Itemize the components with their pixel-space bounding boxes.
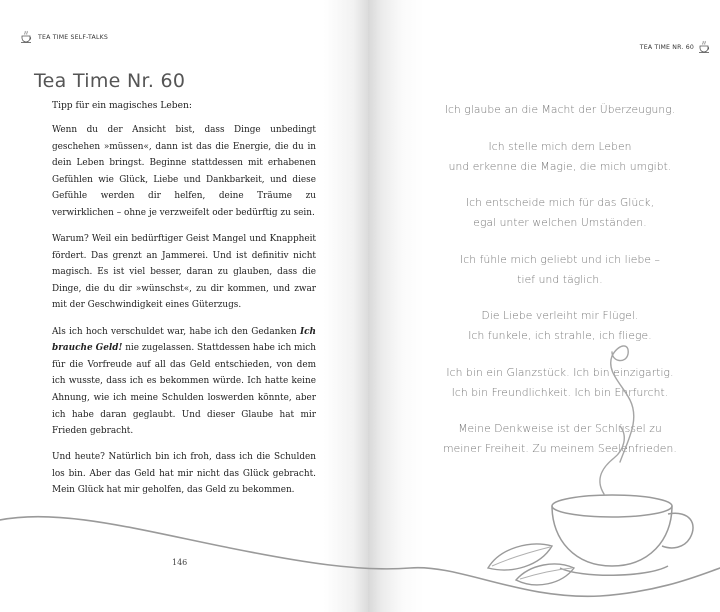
paragraph: Und heute? Natürlich bin ich froh, dass ich die Schulden los bin. Aber das Geld hat mir nicht das Glück gebracht. Mein Glück hat mir geholfen, das Geld zu bekommen. [52,452,316,496]
affirmation-line: Die Liebe verleiht mir Flügel. [481,309,639,322]
affirmation [420,193,700,233]
affirmation-line: Ich entscheide mich für das Glück, [465,196,655,209]
affirmation [420,306,700,346]
paragraph-text: Als ich hoch verschuldet war, habe ich den Gedanken [52,326,300,337]
affirmation-line: tief und täglich. [517,272,603,286]
affirmation-line: Ich bin ein Glanzstück. Ich bin einzigartig. [446,365,674,379]
affirmations-list [420,100,700,476]
affirmation-line: Ich bin Freundlichkeit. Ich bin Ehrfurcht. [451,385,669,399]
affirmation-line: egal unter welchen Umständen. [473,216,647,229]
affirmation-line: und erkenne die Magie, die mich umgibt. [448,159,672,173]
affirmation-line: Meine Denkweise ist der Schlüssel zu [458,422,662,435]
page-title: Tea Time Nr. 60 [34,70,186,92]
affirmation [420,419,700,459]
left-header-label: TEA TIME SELF-TALKS [38,33,108,41]
paragraph-text: nie zugelassen. Stattdessen habe ich mich für die Vorfreude auf all das Geld entschieden, von dem ich wusste, dass ich es bekommen würde. Ich hatte keine Ahnung, wie ich meine Schulden loswerden könnte, aber ich habe daran geglaubt. Und dieser Glaube hat mir Frieden gebracht. [52,343,316,437]
affirmation [420,250,700,290]
affirmation-line: Ich fühle mich geliebt und ich liebe – [460,252,660,266]
tip-heading: Tipp für ein magisches Leben: [52,101,192,111]
teacup-icon [698,40,712,54]
page-number: 146 [172,558,188,567]
affirmation-line: Ich stelle mich dem Leben [488,139,632,153]
affirmation-line: Ich funkele, ich strahle, ich fliege. [468,329,652,342]
affirmation [420,363,700,403]
body-text [52,122,316,508]
affirmation [420,100,700,120]
affirmation-line: meiner Freiheit. Zu meinem Seelenfrieden. [443,442,677,455]
affirmation-line: Ich glaube an die Macht der Überzeugung. [444,103,676,116]
affirmation [420,137,700,177]
paragraph: Wenn du der Ansicht bist, dass Dinge unbedingt geschehen »müssen«, dann ist das die Energie, die du in dein Leben bringst. Beginne stattdessen mit erhabenen Gefühlen wie Glück, Liebe und Dankbarkeit, und diese Gefühle werden dir helfen, deine Träume zu verwirklichen – ohne je verzweifelt oder bedürftig zu sein. [52,125,316,218]
right-running-header [640,36,712,58]
teacup-icon [20,30,34,44]
right-header-label: TEA TIME NR. 60 [639,43,694,51]
paragraph [52,324,316,440]
paragraph: Warum? Weil ein bedürftiger Geist Mangel und Knappheit fördert. Das grenzt an Jammerei. Und ist definitiv nicht magisch. Es ist viel besser, daran zu glauben, dass die Dinge, die du dir »wünschst«, zu dir kommen, und zwar mit der Geschwindigkeit eines Güterzugs. [52,234,316,311]
emphasized-thought: Ich brauche Geld! [52,326,316,354]
left-running-header [20,26,108,48]
